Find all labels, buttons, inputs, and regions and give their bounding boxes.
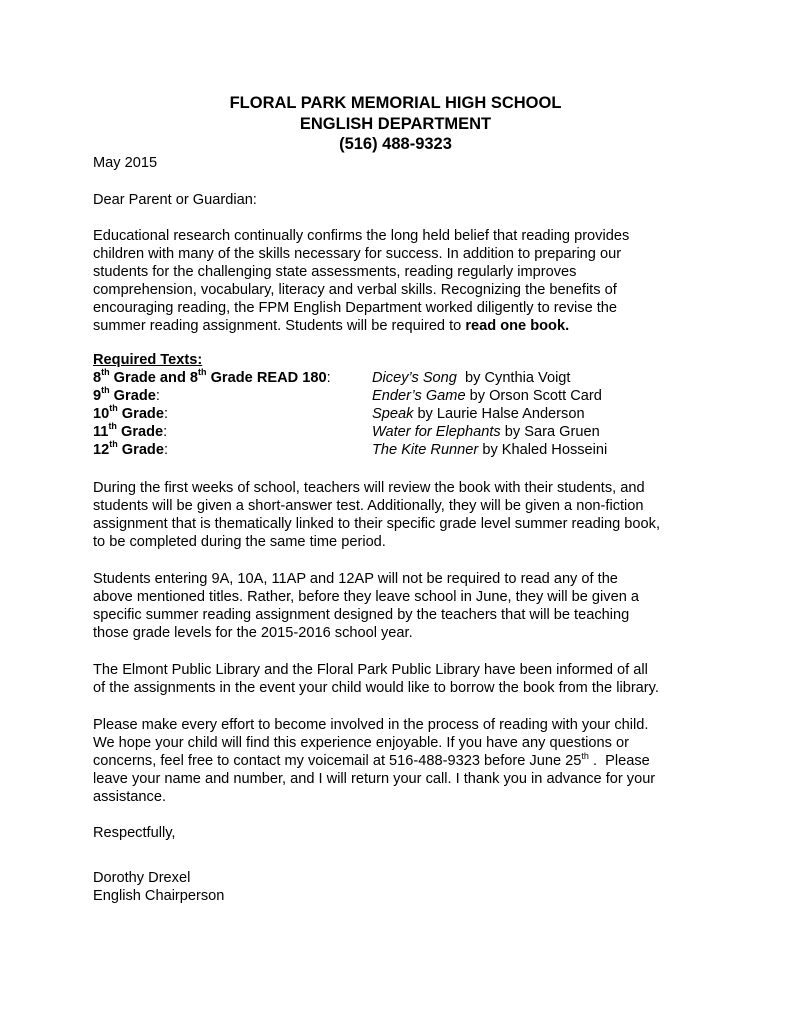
advanced-students-paragraph: Students entering 9A, 10A, 11AP and 12AP will not be required to read any of the above mentioned titles. Rather, before they leave school in June, they will be given a specific summer reading assignment designed by the teachers that will be teaching those grade levels for the 2015-2016 school year. bbox=[93, 571, 639, 641]
intro-line: Educational research continually confirms the long held belief that reading provides bbox=[93, 228, 630, 244]
department-phone: (516) 488-9323 bbox=[339, 135, 452, 153]
required-text-row bbox=[93, 387, 713, 405]
book-citation bbox=[372, 405, 585, 423]
letterhead bbox=[0, 93, 791, 155]
intro-line: summer reading assignment. Students will be required to read one book. bbox=[93, 318, 570, 334]
book-author: by Orson Scott Card bbox=[465, 388, 602, 404]
required-texts-list bbox=[93, 369, 713, 459]
book-title: Speak bbox=[372, 406, 414, 422]
book-title: The Kite Runner bbox=[372, 442, 479, 458]
grade-label: 11th Grade: bbox=[93, 421, 168, 440]
book-citation bbox=[372, 369, 570, 387]
required-text-row bbox=[93, 369, 713, 387]
book-title: Ender’s Game bbox=[372, 388, 466, 404]
signer-name: Dorothy Drexel bbox=[93, 870, 191, 886]
book-citation bbox=[372, 441, 607, 459]
school-name: FLORAL PARK MEMORIAL HIGH SCHOOL bbox=[229, 94, 562, 112]
grade-label: 10th Grade: bbox=[93, 403, 169, 422]
library-paragraph: The Elmont Public Library and the Floral Park Public Library have been informed of all of the assignments in the event your child would like to borrow the book from the library. bbox=[93, 662, 659, 696]
book-citation bbox=[372, 423, 600, 441]
department-name: ENGLISH DEPARTMENT bbox=[299, 114, 492, 133]
required-text-row bbox=[93, 441, 713, 459]
book-author: by Cynthia Voigt bbox=[456, 370, 571, 386]
intro-line: encouraging reading, the FPM English Department worked diligently to revise the bbox=[93, 300, 618, 316]
signature-block bbox=[93, 869, 713, 905]
book-author: by Sara Gruen bbox=[500, 424, 600, 440]
grade-label: 8th Grade and 8th Grade READ 180: bbox=[93, 367, 331, 386]
intro-line: students for the challenging state assessments, reading regularly improves bbox=[93, 264, 577, 280]
book-title: Dicey’s Song bbox=[372, 370, 457, 386]
grade-label: 12th Grade: bbox=[93, 439, 169, 458]
closing: Respectfully, bbox=[93, 825, 176, 841]
required-texts-heading: Required Texts: bbox=[93, 352, 203, 368]
grade-label: 9th Grade: bbox=[93, 385, 160, 404]
required-text-row bbox=[93, 405, 713, 423]
letter-date: May 2015 bbox=[93, 155, 158, 171]
contact-paragraph: Please make every effort to become involved in the process of reading with your child. We hope your child will find this experience enjoyable. If you have any questions or concerns, feel free to contact my voicemail at 516-488-9323 before June 25th . Please leave your name and number, and I will return your call. I thank you in advance for your assistance. bbox=[93, 717, 656, 805]
book-author: by Laurie Halse Anderson bbox=[413, 406, 585, 422]
intro-line: comprehension, vocabulary, literacy and verbal skills. Recognizing the benefits of bbox=[93, 282, 617, 298]
intro-line: children with many of the skills necessary for success. In addition to preparing our bbox=[93, 246, 622, 262]
book-author: by Khaled Hosseini bbox=[478, 442, 608, 458]
required-text-row bbox=[93, 423, 713, 441]
salutation: Dear Parent or Guardian: bbox=[93, 192, 257, 208]
review-test-paragraph: During the first weeks of school, teachers will review the book with their students, and students will be given a short-answer test. Additionally, they will be given a non-fiction assignment that is thematically linked to their specific grade level summer reading book, to be completed during the same time period. bbox=[93, 480, 660, 550]
signer-title: English Chairperson bbox=[93, 888, 225, 904]
book-citation bbox=[372, 387, 602, 405]
book-title: Water for Elephants bbox=[372, 424, 501, 440]
read-one-book-emphasis: read one book. bbox=[465, 318, 570, 334]
intro-paragraph bbox=[93, 227, 713, 335]
